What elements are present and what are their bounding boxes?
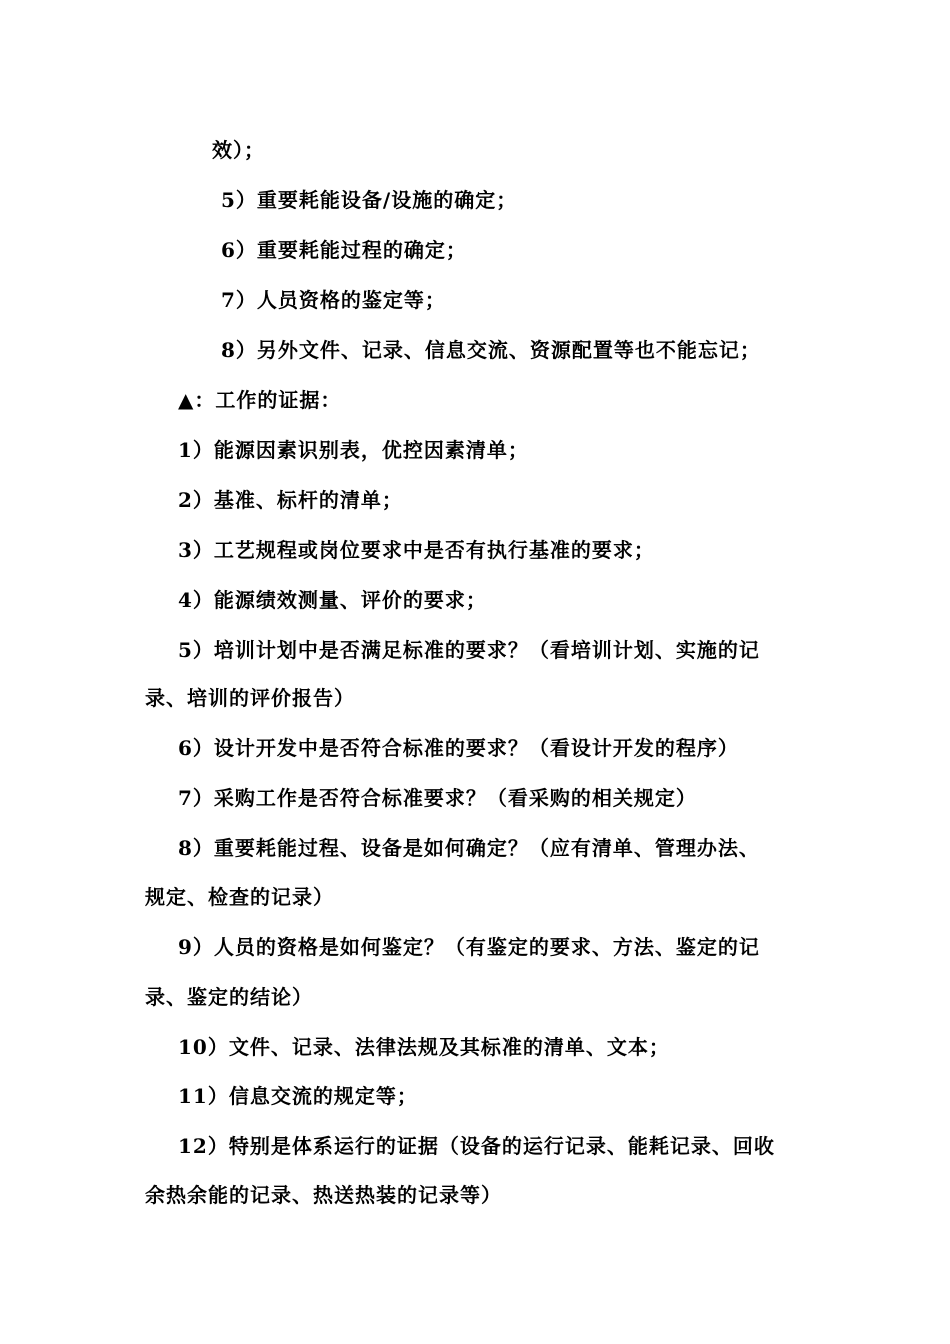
section-heading: ▲：工作的证据： bbox=[178, 388, 342, 412]
text-line: 10）文件、记录、法律法规及其标准的清单、文本； bbox=[178, 1035, 670, 1059]
text-line: 5）重要耗能设备/设施的确定； bbox=[221, 188, 518, 212]
text-line: 录、鉴定的结论） bbox=[145, 985, 313, 1009]
text-line: 9）人员的资格是如何鉴定？（有鉴定的要求、方法、鉴定的记 bbox=[178, 935, 760, 959]
text-line: 6）设计开发中是否符合标准的要求？（看设计开发的程序） bbox=[178, 736, 739, 760]
text-line: 7）采购工作是否符合标准要求？（看采购的相关规定） bbox=[178, 786, 697, 810]
text-line: 3）工艺规程或岗位要求中是否有执行基准的要求； bbox=[178, 538, 655, 562]
text-line: 规定、检查的记录） bbox=[145, 885, 334, 909]
text-line: 8）另外文件、记录、信息交流、资源配置等也不能忘记； bbox=[221, 338, 761, 362]
text-line: 6）重要耗能过程的确定； bbox=[221, 238, 467, 262]
text-line: 2）基准、标杆的清单； bbox=[178, 488, 403, 512]
text-line: 1）能源因素识别表，优控因素清单； bbox=[178, 438, 529, 462]
text-line: 12）特别是体系运行的证据（设备的运行记录、能耗记录、回收 bbox=[178, 1134, 775, 1158]
text-line: 余热余能的记录、热送热装的记录等） bbox=[145, 1183, 502, 1207]
text-line: 效）； bbox=[212, 138, 265, 162]
text-line: 8）重要耗能过程、设备是如何确定？（应有清单、管理办法、 bbox=[178, 836, 760, 860]
text-line: 11）信息交流的规定等； bbox=[178, 1084, 418, 1108]
text-line: 7）人员资格的鉴定等； bbox=[221, 288, 446, 312]
text-line: 4）能源绩效测量、评价的要求； bbox=[178, 588, 487, 612]
text-line: 5）培训计划中是否满足标准的要求？（看培训计划、实施的记 bbox=[178, 638, 760, 662]
text-line: 录、培训的评价报告） bbox=[145, 686, 355, 710]
